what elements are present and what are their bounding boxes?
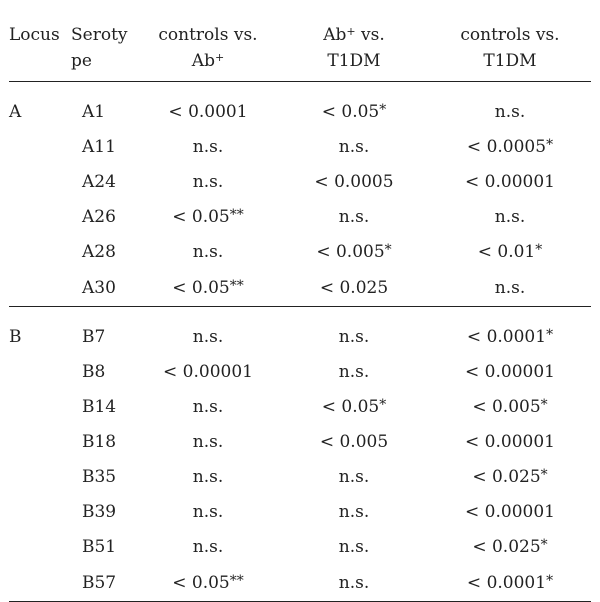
controls-vs-ab-cell-significance-marker: ** — [229, 277, 244, 294]
ab-vs-t1dm-cell — [279, 494, 429, 529]
header-col1-line2: Ab — [191, 51, 215, 71]
header-col3-line2: T1DM — [483, 51, 537, 71]
controls-vs-ab-cell — [137, 199, 279, 234]
ab-vs-t1dm-cell — [279, 354, 429, 389]
header-locus: Locus — [9, 0, 69, 82]
controls-vs-ab-cell — [137, 234, 279, 269]
controls-vs-t1dm-cell — [429, 459, 591, 494]
serotype-cell-value: B14 — [82, 396, 117, 417]
ab-vs-t1dm-cell-value: n.s. — [338, 326, 370, 347]
controls-vs-t1dm-cell — [429, 529, 591, 564]
ab-vs-t1dm-cell-value: < 0.025 — [319, 277, 389, 298]
table-row — [9, 82, 591, 130]
serotype-cell — [69, 424, 137, 459]
ab-vs-t1dm-cell-value: n.s. — [338, 501, 370, 522]
serotype-cell-value: A1 — [82, 101, 106, 122]
locus-cell — [9, 234, 69, 269]
table-row — [9, 234, 591, 269]
controls-vs-t1dm-cell-value: n.s. — [494, 206, 526, 227]
serotype-cell — [69, 459, 137, 494]
header-col1-line1: controls vs. — [158, 25, 258, 45]
locus-cell — [9, 529, 69, 564]
serotype-cell — [69, 564, 137, 602]
serotype-cell — [69, 164, 137, 199]
controls-vs-ab-cell-value: n.s. — [192, 396, 224, 417]
controls-vs-t1dm-cell — [429, 564, 591, 602]
header-controls-vs-t1dm — [429, 0, 591, 82]
controls-vs-ab-cell-value: n.s. — [192, 326, 224, 347]
controls-vs-t1dm-cell-value: < 0.005 — [472, 396, 541, 417]
serotype-cell — [69, 307, 137, 355]
header-ab-vs-t1dm — [279, 0, 429, 82]
controls-vs-t1dm-cell — [429, 82, 591, 130]
controls-vs-t1dm-cell-value: < 0.0005 — [466, 136, 547, 157]
table-row — [9, 307, 591, 355]
ab-vs-t1dm-cell-value: n.s. — [338, 136, 370, 157]
locus-cell — [9, 494, 69, 529]
locus-cell: A — [9, 101, 22, 122]
header-row — [9, 0, 591, 82]
ab-vs-t1dm-cell-value: < 0.005 — [319, 431, 389, 452]
locus-b-group — [9, 307, 591, 602]
controls-vs-t1dm-cell-significance-marker: * — [546, 326, 554, 343]
controls-vs-ab-cell-value: n.s. — [192, 241, 224, 262]
controls-vs-ab-cell-value: < 0.0001 — [168, 101, 248, 122]
controls-vs-ab-cell — [137, 459, 279, 494]
serotype-cell-value: B39 — [82, 501, 117, 522]
ab-vs-t1dm-cell-value: < 0.005 — [316, 241, 385, 262]
controls-vs-t1dm-cell-significance-marker: * — [540, 396, 548, 413]
ab-vs-t1dm-cell — [279, 199, 429, 234]
table-row — [9, 354, 591, 389]
ab-vs-t1dm-cell-value: < 0.0005 — [314, 171, 394, 192]
table-row — [9, 269, 591, 307]
controls-vs-t1dm-cell-value: < 0.025 — [472, 536, 541, 557]
ab-vs-t1dm-cell-value: < 0.05 — [321, 396, 380, 417]
controls-vs-ab-cell-significance-marker: ** — [229, 572, 244, 589]
serotype-cell-value: B51 — [82, 536, 117, 557]
controls-vs-t1dm-cell-significance-marker: * — [546, 136, 554, 153]
header-serotype: Serotype — [69, 0, 137, 82]
serotype-cell — [69, 234, 137, 269]
controls-vs-ab-cell-value: < 0.05 — [172, 572, 230, 593]
locus-cell — [9, 424, 69, 459]
ab-vs-t1dm-cell-significance-marker: * — [379, 396, 387, 413]
ab-vs-t1dm-cell — [279, 129, 429, 164]
table-row — [9, 459, 591, 494]
ab-vs-t1dm-cell — [279, 389, 429, 424]
ab-vs-t1dm-cell-value: n.s. — [338, 466, 370, 487]
table-row — [9, 129, 591, 164]
locus-cell — [9, 129, 69, 164]
ab-vs-t1dm-cell — [279, 82, 429, 130]
locus-cell — [9, 354, 69, 389]
controls-vs-t1dm-cell-significance-marker: * — [540, 536, 548, 553]
locus-cell: B — [9, 326, 22, 347]
serotype-cell-value: B8 — [82, 361, 106, 382]
serotype-cell-value: A11 — [82, 136, 116, 157]
controls-vs-ab-cell-value: < 0.05 — [172, 206, 230, 227]
controls-vs-t1dm-cell-significance-marker: * — [546, 572, 554, 589]
ab-vs-t1dm-cell-value: n.s. — [338, 572, 370, 593]
table-row — [9, 424, 591, 459]
serotype-cell-value: A30 — [82, 277, 116, 298]
serotype-table-container — [9, 0, 591, 602]
ab-vs-t1dm-cell — [279, 424, 429, 459]
table-header — [9, 0, 591, 82]
ab-vs-t1dm-cell-significance-marker: * — [384, 241, 392, 258]
ab-vs-t1dm-cell-significance-marker: * — [379, 101, 387, 118]
serotype-cell — [69, 82, 137, 130]
serotype-cell — [69, 354, 137, 389]
controls-vs-t1dm-cell-value: < 0.00001 — [465, 171, 555, 192]
table-row — [9, 164, 591, 199]
controls-vs-t1dm-cell-value: < 0.0001 — [466, 572, 547, 593]
controls-vs-ab-cell — [137, 494, 279, 529]
locus-cell — [9, 389, 69, 424]
ab-vs-t1dm-cell — [279, 529, 429, 564]
serotype-cell-value: B7 — [82, 326, 106, 347]
controls-vs-ab-cell-value: n.s. — [192, 136, 224, 157]
locus-cell — [9, 269, 69, 307]
controls-vs-t1dm-cell-significance-marker: * — [540, 466, 548, 483]
controls-vs-t1dm-cell-value: < 0.0001 — [466, 326, 547, 347]
controls-vs-t1dm-cell — [429, 389, 591, 424]
controls-vs-t1dm-cell-value: < 0.025 — [472, 466, 541, 487]
serotype-cell-value: A26 — [82, 206, 116, 227]
locus-cell — [9, 564, 69, 602]
controls-vs-ab-cell-value: < 0.00001 — [163, 361, 253, 382]
controls-vs-t1dm-cell — [429, 307, 591, 355]
locus-cell — [9, 199, 69, 234]
serotype-significance-table — [9, 0, 591, 602]
serotype-cell-value: A28 — [82, 241, 116, 262]
controls-vs-ab-cell — [137, 164, 279, 199]
controls-vs-ab-cell-value: n.s. — [192, 501, 224, 522]
table-row — [9, 529, 591, 564]
serotype-cell — [69, 389, 137, 424]
table-row — [9, 564, 591, 602]
serotype-cell — [69, 269, 137, 307]
controls-vs-ab-cell-significance-marker: ** — [229, 206, 244, 223]
controls-vs-t1dm-cell — [429, 424, 591, 459]
ab-vs-t1dm-cell-value: < 0.05 — [321, 101, 380, 122]
locus-cell — [9, 164, 69, 199]
header-controls-vs-ab — [137, 0, 279, 82]
controls-vs-t1dm-cell — [429, 234, 591, 269]
controls-vs-t1dm-cell — [429, 164, 591, 199]
ab-vs-t1dm-cell-value: n.s. — [338, 361, 370, 382]
controls-vs-t1dm-cell-value: n.s. — [494, 277, 526, 298]
controls-vs-ab-cell-value: n.s. — [192, 466, 224, 487]
controls-vs-ab-cell — [137, 389, 279, 424]
controls-vs-t1dm-cell-significance-marker: * — [535, 241, 543, 258]
serotype-cell — [69, 129, 137, 164]
ab-vs-t1dm-cell — [279, 307, 429, 355]
controls-vs-t1dm-cell-value: < 0.00001 — [465, 431, 555, 452]
controls-vs-ab-cell — [137, 307, 279, 355]
controls-vs-t1dm-cell — [429, 354, 591, 389]
serotype-cell-value: B35 — [82, 466, 117, 487]
ab-vs-t1dm-cell — [279, 564, 429, 602]
locus-a-group — [9, 82, 591, 307]
header-col1-sup: + — [214, 51, 225, 64]
controls-vs-t1dm-cell — [429, 199, 591, 234]
ab-vs-t1dm-cell — [279, 269, 429, 307]
controls-vs-ab-cell — [137, 129, 279, 164]
table-row — [9, 389, 591, 424]
ab-vs-t1dm-cell-value: n.s. — [338, 536, 370, 557]
ab-vs-t1dm-cell — [279, 164, 429, 199]
controls-vs-t1dm-cell-value: < 0.00001 — [465, 501, 555, 522]
header-col2-line2: T1DM — [327, 51, 381, 71]
controls-vs-t1dm-cell — [429, 269, 591, 307]
serotype-cell — [69, 199, 137, 234]
controls-vs-t1dm-cell — [429, 129, 591, 164]
serotype-cell-value: B57 — [82, 572, 117, 593]
serotype-cell-value: B18 — [82, 431, 117, 452]
controls-vs-ab-cell — [137, 424, 279, 459]
locus-cell — [9, 459, 69, 494]
serotype-cell — [69, 494, 137, 529]
controls-vs-ab-cell — [137, 529, 279, 564]
controls-vs-ab-cell-value: n.s. — [192, 536, 224, 557]
ab-vs-t1dm-cell — [279, 234, 429, 269]
controls-vs-ab-cell — [137, 354, 279, 389]
header-col2-sup: + — [346, 25, 356, 38]
controls-vs-ab-cell — [137, 269, 279, 307]
controls-vs-ab-cell — [137, 564, 279, 602]
serotype-cell — [69, 529, 137, 564]
table-row — [9, 199, 591, 234]
ab-vs-t1dm-cell — [279, 459, 429, 494]
controls-vs-t1dm-cell — [429, 494, 591, 529]
header-col3-line1: controls vs. — [460, 25, 560, 45]
controls-vs-t1dm-cell-value: < 0.00001 — [465, 361, 555, 382]
serotype-cell-value: A24 — [82, 171, 116, 192]
controls-vs-ab-cell-value: < 0.05 — [172, 277, 230, 298]
controls-vs-ab-cell-value: n.s. — [192, 171, 224, 192]
ab-vs-t1dm-cell-value: n.s. — [338, 206, 370, 227]
header-col2-line1b: vs. — [355, 25, 385, 45]
controls-vs-t1dm-cell-value: n.s. — [494, 101, 526, 122]
controls-vs-ab-cell — [137, 82, 279, 130]
table-row — [9, 494, 591, 529]
header-col2-line1: Ab — [323, 25, 347, 45]
controls-vs-t1dm-cell-value: < 0.01 — [477, 241, 536, 262]
controls-vs-ab-cell-value: n.s. — [192, 431, 224, 452]
